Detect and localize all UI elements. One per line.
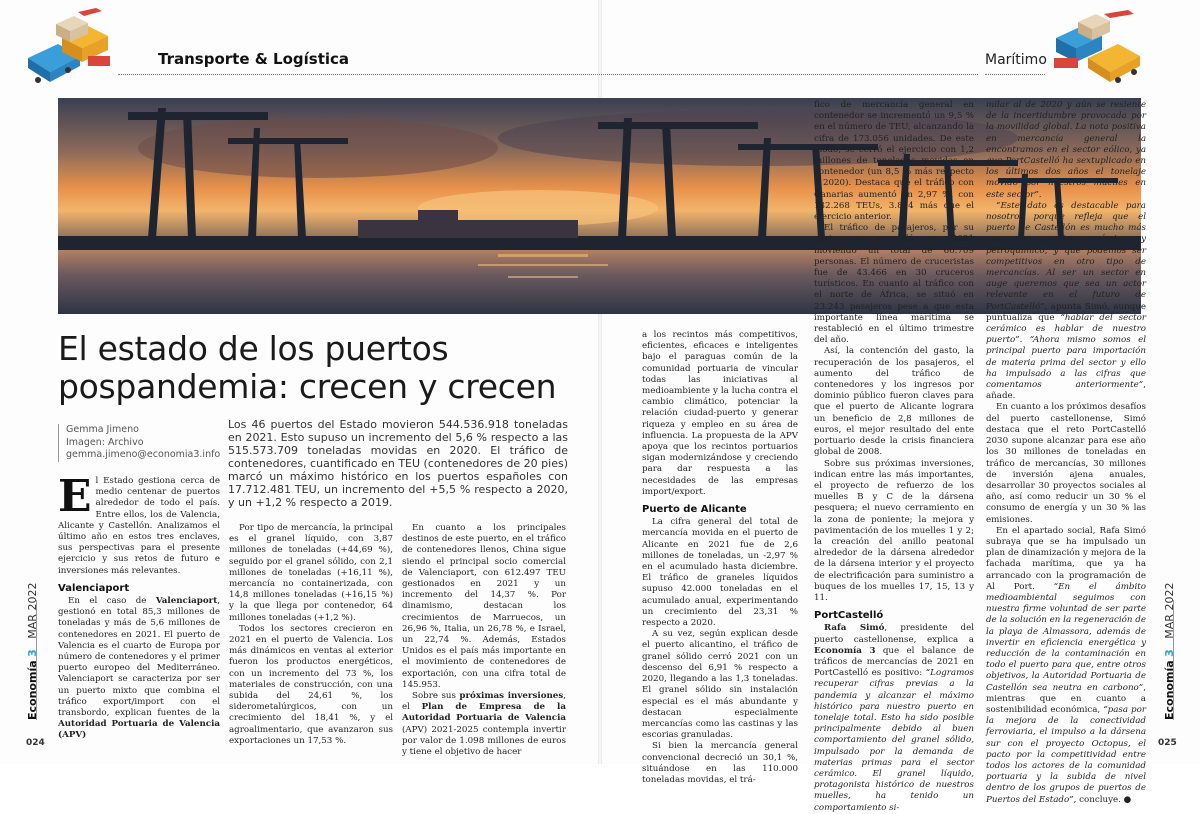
brand-name: Economía	[1163, 660, 1176, 720]
article-column-2	[229, 523, 393, 747]
article-column-5	[814, 100, 974, 814]
end-mark: ●	[1123, 794, 1132, 805]
byline	[58, 424, 221, 462]
paragraph: En cuanto a los próximos desafíos del puerto castellonense, Simó destaca que el reto PortCastelló 2030 supone alcanzar para ese año los 30 millones de toneladas en tráfico de mercancías, 30 millones de inversión ajena anuales, desarrollar 30 proyectos sociales al año, así como reducir un 30 % el consumo de energía y un 30 % las emisiones.	[986, 402, 1146, 525]
section-title: Transporte & Logística	[158, 50, 350, 68]
headline-line: El estado de los puertos	[58, 329, 449, 368]
article-column-3	[402, 523, 566, 758]
article-column-4	[642, 330, 798, 786]
paragraph: Por tipo de mercancía, la principal es el granel líquido, con 3,87 millones de toneladas (+44,69 %), seguido por el granel sólido, con 2,1 millones de toneladas (+16,11 %), mercancía no containerizada, con 14,8 millones toneladas (+16,15 %) y la que llega por contenedor, 64 millones toneladas (+1,2 %).	[229, 523, 393, 623]
subhead-portcastello: PortCastelló	[814, 610, 884, 622]
publication-side-label	[1163, 583, 1176, 720]
harbor-sunset-photo	[58, 98, 1141, 314]
paragraph: “Este dato es destacable para nosotros porque refleja que el puerto de Castellón es mucho más que un puerto cerámico y petroquímico, y que podemos ser competitivos en otro tipo de mercancías. Al ser un sector en auge queremos que sea un actor relevante en el futuro de PortCastelló”, apunta Simó, aunque puntualiza que “hablar del sector cerámico es hablar de nuestro puerto”. “Ahora mismo somos el principal puerto para importación de materia prima del sector y ello ha impulsado a las cifras que comentamos anteriormente”, añade.	[986, 200, 1147, 402]
publication-side-label	[26, 583, 39, 720]
paragraph: En el caso de Valenciaport, gestionó en total 85,3 millones de toneladas y más de 5,6 millones de contenedores en 2021. El puerto de Valencia es el cuarto de Europa por número de contenedores y el primer puerto europeo del Mediterráneo. Valenciaport se caracteriza por ser un puerto mixto que combina el tráfico export/import con el transbordo, explican fuentes de la Autoridad Portuaria de Valencia (APV)	[58, 596, 220, 741]
issue-date: MAR 2022	[26, 582, 39, 639]
header-dotted-rule	[985, 74, 1045, 75]
byline-image-credit: Imagen: Archivo	[66, 436, 144, 448]
headline-line: pospandemia: crecen y crecen	[58, 367, 557, 406]
brand-number: 3	[26, 649, 39, 657]
paragraph: La cifra general del total de mercancía movida en el puerto de Alicante en 2021 fue de 2,6 millones de toneladas, un -2,97 % en el acumulado hasta diciembre. El tráfico de graneles líquidos supuso 42.000 toneladas en el acumulado anual, experimentando un crecimiento del 23,31 % respecto a 2020.	[642, 517, 798, 629]
issue-date: MAR 2022	[1163, 582, 1176, 639]
brand-number: 3	[1163, 649, 1176, 657]
byline-email[interactable]: gemma.jimeno@economia3.info	[66, 449, 221, 460]
paragraph: Si bien la mercancía general convencional decreció un 30,1 %, situándose en las 110.000 toneladas movidas, el trá-	[642, 741, 798, 785]
subhead-valenciaport: Valenciaport	[58, 582, 130, 594]
paragraph: Todos los sectores crecieron en 2021 en el puerto de Valencia. Los más dinámicos en ventas al exterior fueron los productos energéticos, con un incremento del 73 %, los materiales de construcción, con una subida del 24,61 %, los siderometalúrgicos, con un crecimiento del 18,41 %, y el agroalimentario, que avanzaron sus exportaciones un 17,53 %.	[229, 623, 393, 746]
subhead-alicante: Puerto de Alicante	[642, 504, 747, 516]
page-number-left: 024	[26, 738, 45, 748]
intro-paragraph: El Estado gestiona cerca de medio centenar de puertos alrededor de todo el país. Entre ellos, los de Valencia, Alicante y Castellón. Analizamos el último año en estos tres enclaves, sus perspectivas para el presente ejercicio y sus retos de futuro e inversiones más relevantes.	[58, 471, 220, 576]
paragraph: Sobre sus próximas inversiones, indican entre las más importantes, el proyecto de refuerzo de los muelles B y C de la dársena pesquera; el nuevo cerramiento en la zona de poniente; la mejora y pavimentación de los muelles 1 y 2; la creación del anillo peatonal alrededor de la dársena alrededor de la dársena interior y el proyecto de electrificación para suministro a buques de los muelles 17, 15, 13 y 11.	[814, 458, 974, 603]
paragraph: A su vez, según explican desde el puerto alicantino, el tráfico de granel sólido cerró 2021 con un descenso del 6,91 % respecto a 2020, llegando a las 1,3 toneladas. El granel sólido sin instalación especial es el más abundante y destacan especialmente mercancías como las castinas y las escorias granuladas.	[642, 629, 798, 741]
article-column-1	[58, 471, 220, 742]
drop-cap: E	[58, 471, 92, 522]
section-label-right: Marítimo	[985, 52, 1047, 68]
article-headline	[58, 330, 578, 406]
byline-author: Gemma Jimeno	[66, 424, 139, 435]
paragraph: El tráfico de pasajeros, por su parte, se reanudó en 2021 moviendo un total de 66.709 personas. El número de cruceristas fue de 43.466 en 30 cruceros turísticos. En cuanto al tráfico con el norte de África, se situó en 23.243 pasajeros pese a que esta importante línea marítima se restableció en el último trimestre del año.	[814, 223, 974, 346]
paragraph: Sobre sus próximas inversiones, el Plan de Empresa de la Autoridad Portuaria de Valencia (APV) 2021-2025 contempla invertir por valor de 1.098 millones de euros y tiene el objetivo de hacer	[402, 691, 566, 758]
article-column-6	[986, 100, 1146, 806]
paragraph: Así, la contención del gasto, la recuperación de los pasajeros, el aumento del tráfico de contenedores y los ingresos por dominio público fueron claves para que el puerto de Alicante lograra un beneficio de 2,8 millones de euros, el mejor resultado del ente portuario desde la crisis financiera global de 2008.	[814, 346, 974, 458]
article-lead: Los 46 puertos del Estado movieron 544.536.918 toneladas en 2021. Esto supuso un incremento del 5,6 % respecto a las 515.573.709 toneladas movidas en 2020. El tráfico de contenedores, cuantificado en TEU (contenedores de 20 pies) marcó un máximo histórico en los puertos españoles con 17.712.481 TEU, un incremento del +5,5 % respecto a 2020, y un +1,2 % respecto a 2019.	[228, 418, 568, 509]
page-number-right: 025	[1158, 738, 1177, 748]
paragraph: a los recintos más competitivos, eficientes, eficaces e inteligentes bajo el paraguas común de la comunidad portuaria de vincular todas las iniciativas al medioambiente y la lucha contra el cambio climático, potenciar la relación ciudad-puerto y generar riqueza y empleo en su área de influencia. La propuesta de la APV apoya que los recintos portuarios sigan modernizándose y creciendo para dar respuesta a las necesidades de las empresas import/export.	[642, 330, 798, 497]
paragraph: Rafa Simó, presidente del puerto castellonense, explica a Economía 3 que el balance de tráficos de mercancías de 2021 en PortCastelló es positivo: “Logramos recuperar cifras previas a la pandemia y alcanzar el máximo histórico para nuestro puerto en tonelaje total. Esto ha sido posible principalmente debido al buen comportamiento del granel sólido, impulsado por la demanda de materias primas para el sector cerámico. El granel líquido, protagonista histórico de nuestros muelles, ha tenido un comportamiento si-	[814, 623, 974, 813]
header-dotted-rule	[118, 74, 978, 75]
paragraph: En cuanto a los principales destinos de este puerto, en el tráfico de contenedores llenos, China sigue siendo el principal socio comercial de Valenciaport, con 612.497 TEU gestionados en 2021 y un incremento del 14,37 %. Por dinamismo, destacan los crecimientos de Marruecos, un 26,96 %, Italia, un 26,78 %, e Israel, un 22,74 %. Además, Estados Unidos es el país más importante en el movimiento de contenedores de exportación, con una cifra total de 145.953.	[402, 523, 566, 690]
paragraph: En el apartado social, Rafa Simó subraya que se ha impulsado un plan de dinamización y mejora de la fachada marítima, que ya ha arrancado con la programación de Al Port. “En el ámbito medioambiental seguimos con nuestra firme voluntad de ser parte de la solución en la regeneración de la playa de Almassora, además de invertir en eficiencia energética y reducción de la contaminación en todo el puerto para que, entre otros objetivos, la Autoridad Portuaria de Castellón sea neutra en carbono”, mientras que en cuanto a sostenibilidad económica, “pasa por la mejora de la conectividad ferroviaria, el impulso a la dársena sur con el proyecto Octopus, el pacto por la competitividad entre todos los actores de la comunidad portuaria y la subida de nivel dentro de los grupos de puertos de Puertos del Estado”, concluye. ●	[986, 525, 1146, 805]
brand-name: Economía	[26, 660, 39, 720]
logistics-illustration-icon	[1048, 8, 1148, 90]
paragraph: fico de mercancía general en contenedor se incrementó un 9,5 % en el número de TEU, alcanzando la cifra de 173.056 unidades. De este modo, se cerró el ejercicio con 1,2 millones de toneladas movidas en contenedor (un 8,5 % más respecto a 2020). Destaca que el tráfico con Canarias aumentó un 2,97 %, con 132.268 TEUs, 3.814 más que el ejercicio anterior.	[814, 100, 974, 223]
paragraph: milar al de 2020 y aún se resiente de la incertidumbre provocada por la movilidad global. La nota positiva en mercancía general la encontramos en el sector eólico, ya que PortCastelló ha sextuplicado en los últimos dos años el tonelaje movido por nuestros muelles en este sector”.	[986, 100, 1146, 200]
logistics-illustration-icon	[18, 8, 118, 90]
